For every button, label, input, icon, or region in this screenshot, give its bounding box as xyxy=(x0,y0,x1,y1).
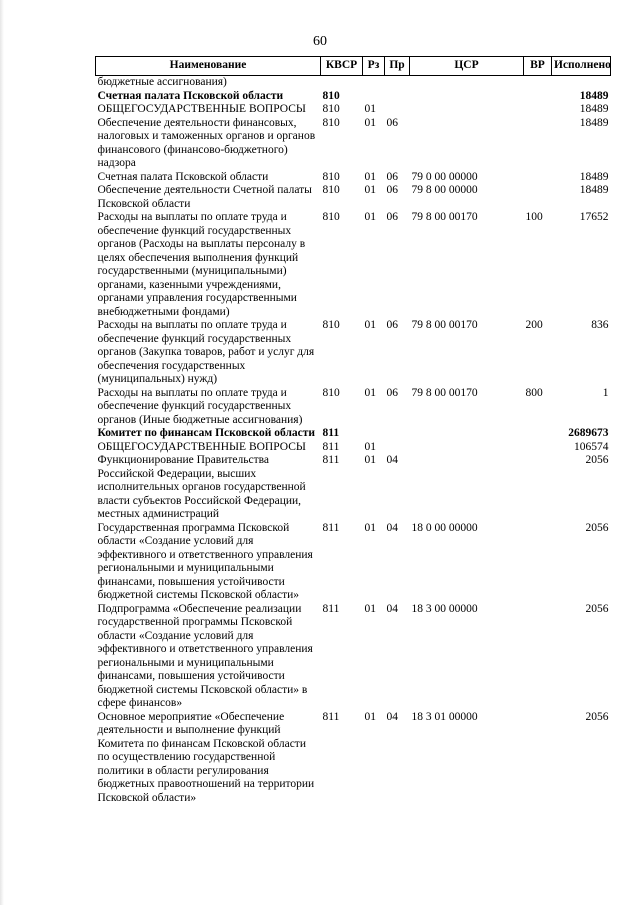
table-body xyxy=(96,76,611,806)
cell-csr xyxy=(410,90,524,104)
cell-rz xyxy=(363,427,385,441)
cell-vr xyxy=(524,454,552,522)
cell-rz xyxy=(363,76,385,90)
cell-isp: 2056 xyxy=(585,602,609,615)
table-header-row xyxy=(96,57,611,76)
cell-vr xyxy=(524,441,552,455)
cell-vr: 100 xyxy=(525,211,543,223)
cell-isp: 1 xyxy=(602,386,609,399)
table-row xyxy=(96,184,611,211)
cell-kvsr: 811 xyxy=(322,710,340,723)
cell-pr: 06 xyxy=(386,184,398,196)
cell-csr xyxy=(410,427,524,441)
cell-name: бюджетные ассигнования) xyxy=(97,76,227,88)
cell-vr xyxy=(524,184,552,211)
table-row xyxy=(96,319,611,387)
cell-kvsr: 811 xyxy=(322,440,340,453)
cell-rz xyxy=(363,90,385,104)
cell-isp: 18489 xyxy=(579,170,609,183)
cell-name: Расходы на выплаты по оплате труда и обеспечение функций государственных органов (Расходы на выплаты персоналу в целях обеспечения выполнения функций государственными (муниципальными) органами, казенными учреждениями, органами управления государственными внебюджетными фондами) xyxy=(97,211,306,318)
cell-csr: 79 8 00 00000 xyxy=(411,184,478,196)
cell-rz: 01 xyxy=(364,211,376,223)
cell-rz: 01 xyxy=(364,184,376,196)
cell-isp: 2056 xyxy=(585,454,609,466)
cell-vr xyxy=(524,603,552,711)
table-row xyxy=(96,427,611,441)
cell-isp: 17652 xyxy=(579,211,609,223)
table-row xyxy=(96,103,611,117)
cell-vr: 200 xyxy=(525,319,543,331)
cell-isp: 836 xyxy=(591,319,609,331)
cell-isp: 106574 xyxy=(574,440,609,453)
cell-vr xyxy=(524,90,552,104)
table-row xyxy=(96,603,611,711)
table-row xyxy=(96,454,611,522)
cell-vr xyxy=(524,103,552,117)
cell-csr: 18 3 00 00000 xyxy=(411,602,478,615)
cell-csr: 79 8 00 00170 xyxy=(411,319,478,331)
header-rz: Рз xyxy=(363,57,385,76)
cell-kvsr: 810 xyxy=(322,116,340,129)
cell-rz: 01 xyxy=(364,440,376,453)
cell-csr: 79 0 00 00000 xyxy=(411,170,478,183)
cell-isp xyxy=(552,76,611,90)
cell-name: Счетная палата Псковской области xyxy=(97,170,269,183)
cell-pr xyxy=(385,427,410,441)
cell-name: ОБЩЕГОСУДАРСТВЕННЫЕ ВОПРОСЫ xyxy=(97,440,306,453)
cell-pr xyxy=(385,76,410,90)
cell-name: Расходы на выплаты по оплате труда и обеспечение функций государственных органов (Закупка товаров, работ и услуг для обеспечения государственных (муниципальных) нужд) xyxy=(97,319,315,385)
cell-rz: 01 xyxy=(364,386,376,399)
cell-csr: 79 8 00 00170 xyxy=(411,386,478,399)
table-row xyxy=(96,90,611,104)
cell-rz: 01 xyxy=(364,710,376,723)
cell-isp: 18489 xyxy=(579,103,609,115)
cell-kvsr: 811 xyxy=(322,454,340,466)
cell-pr xyxy=(385,441,410,455)
cell-pr: 06 xyxy=(386,386,398,399)
cell-pr xyxy=(385,90,410,104)
cell-isp: 2056 xyxy=(585,521,609,534)
cell-kvsr: 810 xyxy=(322,89,340,102)
cell-vr xyxy=(524,171,552,185)
cell-vr xyxy=(524,522,552,603)
table-row xyxy=(96,117,611,171)
cell-pr xyxy=(385,103,410,117)
cell-vr xyxy=(524,117,552,171)
cell-vr xyxy=(524,427,552,441)
cell-pr: 04 xyxy=(386,602,398,615)
cell-csr xyxy=(410,76,524,90)
cell-isp: 2689673 xyxy=(568,427,609,439)
cell-pr: 06 xyxy=(386,170,398,183)
header-csr: ЦСР xyxy=(410,57,524,76)
header-isp: Исполнено xyxy=(552,57,611,76)
cell-rz: 01 xyxy=(364,103,376,115)
table-row xyxy=(96,211,611,319)
cell-csr xyxy=(410,454,524,522)
budget-execution-table xyxy=(95,56,611,805)
cell-csr xyxy=(410,441,524,455)
cell-pr: 04 xyxy=(386,454,398,466)
page-number: 60 xyxy=(313,34,327,49)
table-row xyxy=(96,171,611,185)
cell-kvsr: 811 xyxy=(322,602,340,615)
cell-vr xyxy=(524,711,552,806)
table-row xyxy=(96,522,611,603)
table-row xyxy=(96,76,611,90)
table-row xyxy=(96,711,611,806)
cell-isp: 2056 xyxy=(585,710,609,723)
cell-rz: 01 xyxy=(364,521,376,534)
cell-kvsr: 811 xyxy=(322,521,340,534)
cell-pr: 06 xyxy=(386,211,398,223)
header-pr: Пр xyxy=(385,57,410,76)
cell-name: Функционирование Правительства Российской Федерации, высших исполнительных органов государственной власти субъектов Российской Федерации, местных администраций xyxy=(97,454,306,520)
cell-isp: 18489 xyxy=(579,89,609,102)
cell-rz: 01 xyxy=(364,602,376,615)
cell-kvsr: 810 xyxy=(322,184,340,196)
cell-vr: 800 xyxy=(525,386,543,399)
cell-rz: 01 xyxy=(364,170,376,183)
cell-name: Комитет по финансам Псковской области xyxy=(97,427,316,439)
cell-name: Подпрограмма «Обеспечение реализации государственной программы Псковской области «Создание условий для эффективного и ответственного управления региональными и муниципальными финансами, повышения устойчивости бюджетной системы Псковской области» в сфере финансов» xyxy=(97,602,313,709)
cell-kvsr: 810 xyxy=(322,103,340,115)
cell-csr: 18 3 01 00000 xyxy=(411,710,478,723)
table-row xyxy=(96,441,611,455)
cell-kvsr: 811 xyxy=(322,427,340,439)
table-row xyxy=(96,387,611,428)
cell-rz: 01 xyxy=(364,454,376,466)
cell-csr xyxy=(410,117,524,171)
cell-name: Основное мероприятие «Обеспечение деятельности и выполнение функций Комитета по финансам Псковской области по осуществлению государственной политики в области регулирования бюджетных правоотношений на территории Псковской области» xyxy=(97,710,315,804)
cell-name: Расходы на выплаты по оплате труда и обеспечение функций государственных органов (Иные бюджетные ассигнования) xyxy=(97,386,303,426)
cell-kvsr: 810 xyxy=(322,386,340,399)
cell-pr: 04 xyxy=(386,710,398,723)
cell-name: Обеспечение деятельности Счетной палаты Псковской области xyxy=(97,184,312,210)
header-kvsr: КВСР xyxy=(321,57,363,76)
cell-pr: 04 xyxy=(386,521,398,534)
cell-name: Счетная палата Псковской области xyxy=(97,89,284,102)
header-vr: ВР xyxy=(524,57,552,76)
cell-pr: 06 xyxy=(386,116,398,129)
cell-rz: 01 xyxy=(364,319,376,331)
cell-pr: 06 xyxy=(386,319,398,331)
cell-csr: 18 0 00 00000 xyxy=(411,521,478,534)
cell-kvsr: 810 xyxy=(322,170,340,183)
cell-kvsr xyxy=(321,76,363,90)
cell-kvsr: 810 xyxy=(322,211,340,223)
cell-vr xyxy=(524,76,552,90)
header-name: Наименование xyxy=(96,57,321,76)
scan-edge-shadow xyxy=(0,0,4,905)
cell-rz: 01 xyxy=(364,116,376,129)
cell-name: Государственная программа Псковской области «Создание условий для эффективного и ответственного управления региональными и муниципальными финансами, повышения устойчивости бюджетной системы Псковской области» xyxy=(97,521,313,601)
cell-name: ОБЩЕГОСУДАРСТВЕННЫЕ ВОПРОСЫ xyxy=(97,103,306,115)
cell-name: Обеспечение деятельности финансовых, налоговых и таможенных органов и органов финансового (финансово-бюджетного) надзора xyxy=(97,116,316,169)
cell-csr xyxy=(410,103,524,117)
cell-kvsr: 810 xyxy=(322,319,340,331)
cell-isp: 18489 xyxy=(579,184,609,196)
cell-isp: 18489 xyxy=(579,116,609,129)
cell-csr: 79 8 00 00170 xyxy=(411,211,478,223)
